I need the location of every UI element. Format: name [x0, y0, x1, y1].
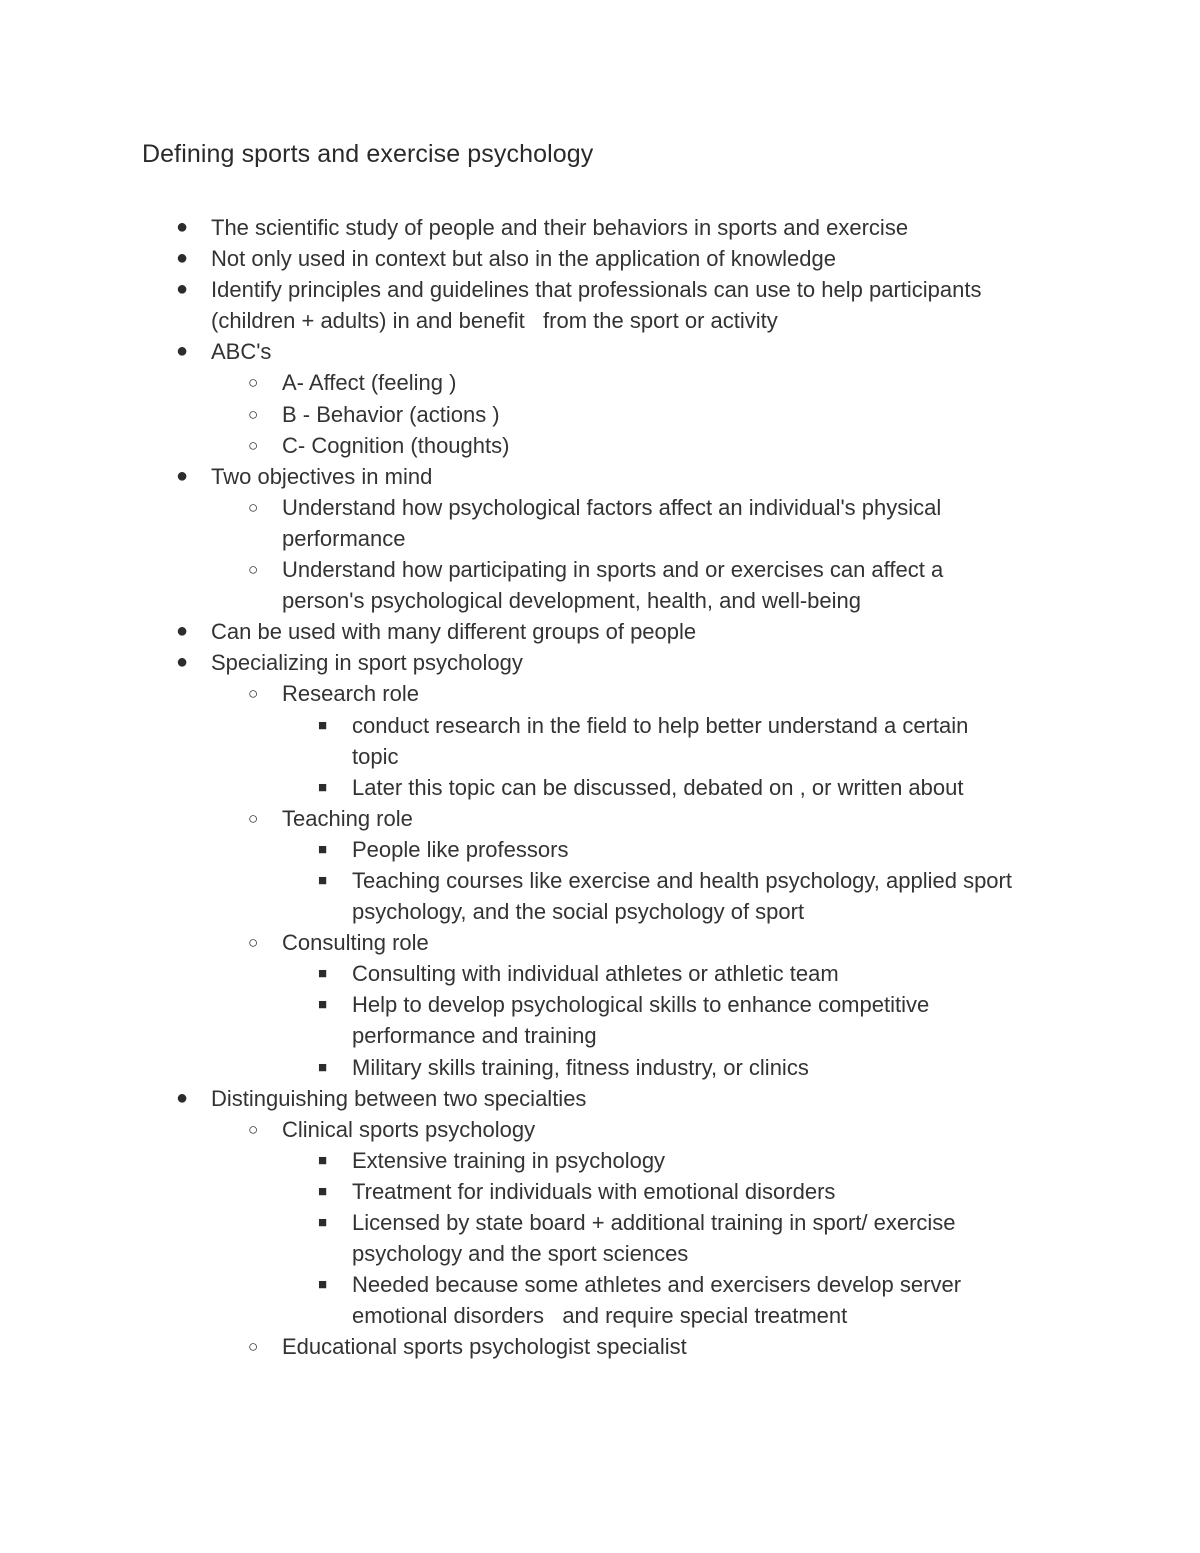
bullet-level-2: ○: [248, 560, 259, 580]
bullet-level-3: ■: [318, 965, 328, 983]
list-item-text: [352, 710, 1072, 772]
bullet-level-3: ■: [318, 871, 328, 889]
list-item: [0, 1052, 1200, 1083]
list-item-text: Research role: [282, 681, 419, 707]
list-item-text: [352, 1269, 1072, 1331]
list-item-line: conduct research in the field to help better understand a certain: [352, 712, 969, 738]
list-item-line: performance: [282, 525, 406, 551]
bullet-level-2: ○: [248, 808, 259, 828]
bullet-level-2: ○: [248, 1119, 259, 1139]
list-item-text: [352, 865, 1072, 927]
list-item-line: Help to develop psychological skills to enhance competitive: [352, 992, 930, 1018]
list-item: [0, 834, 1200, 865]
list-item-line: performance and training: [352, 1023, 597, 1049]
list-item-line: Understand how participating in sports and or exercises can affect a: [282, 557, 944, 583]
list-item-text: Military skills training, fitness industry, or clinics: [352, 1054, 809, 1080]
list-item: [0, 1176, 1200, 1207]
list-item: [0, 989, 1200, 1051]
list-item: [0, 461, 1200, 492]
list-item-text: [211, 274, 1061, 336]
bullet-level-1: ●: [176, 464, 189, 487]
list-item-text: ABC's: [211, 339, 272, 365]
bullet-level-1: ●: [176, 340, 189, 363]
list-item: [0, 678, 1200, 709]
bullet-level-3: ■: [318, 778, 328, 796]
list-item-line: psychology and the sport sciences: [352, 1241, 689, 1267]
list-item: [0, 274, 1200, 336]
bullet-level-1: ●: [176, 620, 189, 643]
bullet-level-2: ○: [248, 684, 259, 704]
list-item-text: The scientific study of people and their behaviors in sports and exercise: [211, 215, 909, 240]
bullet-level-1: ●: [176, 278, 189, 301]
list-item-text: Can be used with many different groups of people: [211, 619, 697, 645]
bullet-level-1: ●: [176, 247, 189, 270]
bullet-level-2: ○: [248, 1337, 259, 1357]
list-item-line: emotional disorders and require special treatment: [352, 1303, 848, 1329]
list-item: [0, 927, 1200, 958]
list-item-text: [352, 989, 1072, 1051]
list-item: [0, 399, 1200, 430]
list-item: [0, 1331, 1200, 1362]
list-item-text: Consulting with individual athletes or athletic team: [352, 961, 839, 987]
bullet-level-3: ■: [318, 1058, 328, 1076]
list-item: [0, 710, 1200, 772]
list-item-line: Understand how psychological factors affect an individual's physical: [282, 494, 942, 520]
list-item: [0, 367, 1200, 398]
list-item: [0, 1145, 1200, 1176]
list-item-text: Treatment for individuals with emotional disorders: [352, 1178, 836, 1204]
outline-list: [0, 212, 1200, 1362]
list-item-text: Clinical sports psychology: [282, 1116, 536, 1142]
bullet-level-3: ■: [318, 840, 328, 858]
bullet-level-2: ○: [248, 435, 259, 455]
list-item-line: psychology, and the social psychology of sport: [352, 899, 805, 925]
list-item-text: Consulting role: [282, 930, 429, 956]
list-item-text: [352, 1207, 1072, 1269]
list-item: [0, 803, 1200, 834]
list-item: [0, 1114, 1200, 1145]
bullet-level-3: ■: [318, 1151, 328, 1169]
list-item-text: Extensive training in psychology: [352, 1147, 666, 1173]
list-item-text: Not only used in context but also in the application of knowledge: [211, 246, 836, 272]
list-item: [0, 1083, 1200, 1114]
list-item-text: People like professors: [352, 836, 569, 862]
list-item: [0, 647, 1200, 678]
list-item-text: Specializing in sport psychology: [211, 650, 523, 676]
list-item-text: Educational sports psychologist specialist: [282, 1334, 687, 1360]
list-item-line: topic: [352, 743, 399, 769]
bullet-level-3: ■: [318, 716, 328, 734]
list-item-text: A- Affect (feeling ): [282, 370, 457, 396]
bullet-level-3: ■: [318, 1214, 328, 1231]
bullet-level-3: ■: [318, 1182, 328, 1200]
list-item-line: Identify principles and guidelines that professionals can use to help participants: [211, 277, 982, 303]
bullet-level-2: ○: [248, 373, 259, 393]
list-item: [0, 1269, 1200, 1331]
list-item: [0, 865, 1200, 927]
list-item: [0, 212, 1200, 243]
list-item: [0, 772, 1200, 803]
list-item: [0, 554, 1200, 616]
list-item: [0, 492, 1200, 554]
list-item-line: Teaching courses like exercise and health psychology, applied sport: [352, 867, 1012, 893]
document-title: Defining sports and exercise psychology: [142, 140, 594, 168]
list-item-text: B - Behavior (actions ): [282, 401, 500, 427]
list-item-text: C- Cognition (thoughts): [282, 432, 510, 458]
list-item-text: Teaching role: [282, 805, 413, 831]
bullet-level-1: ●: [176, 216, 189, 238]
bullet-level-3: ■: [318, 996, 328, 1014]
list-item-line: Needed because some athletes and exercisers develop server: [352, 1272, 962, 1298]
list-item: [0, 958, 1200, 989]
list-item-text: Later this topic can be discussed, debated on , or written about: [352, 774, 964, 800]
list-item: [0, 1207, 1200, 1269]
bullet-level-1: ●: [176, 1086, 189, 1109]
list-item-line: Licensed by state board + additional training in sport/ exercise: [352, 1210, 956, 1235]
list-item-text: Distinguishing between two specialties: [211, 1085, 587, 1111]
bullet-level-2: ○: [248, 933, 259, 953]
list-item-line: person's psychological development, health, and well-being: [282, 588, 862, 614]
bullet-level-3: ■: [318, 1276, 328, 1294]
list-item: [0, 336, 1200, 367]
bullet-level-2: ○: [248, 497, 259, 517]
list-item-text: [282, 492, 1002, 554]
list-item-text: Two objectives in mind: [211, 463, 433, 489]
bullet-level-1: ●: [176, 651, 189, 674]
list-item: [0, 430, 1200, 461]
list-item: [0, 616, 1200, 647]
list-item-line: (children + adults) in and benefit from the sport or activity: [211, 308, 778, 334]
bullet-level-2: ○: [248, 404, 259, 424]
list-item: [0, 243, 1200, 274]
list-item-text: [282, 554, 1002, 616]
